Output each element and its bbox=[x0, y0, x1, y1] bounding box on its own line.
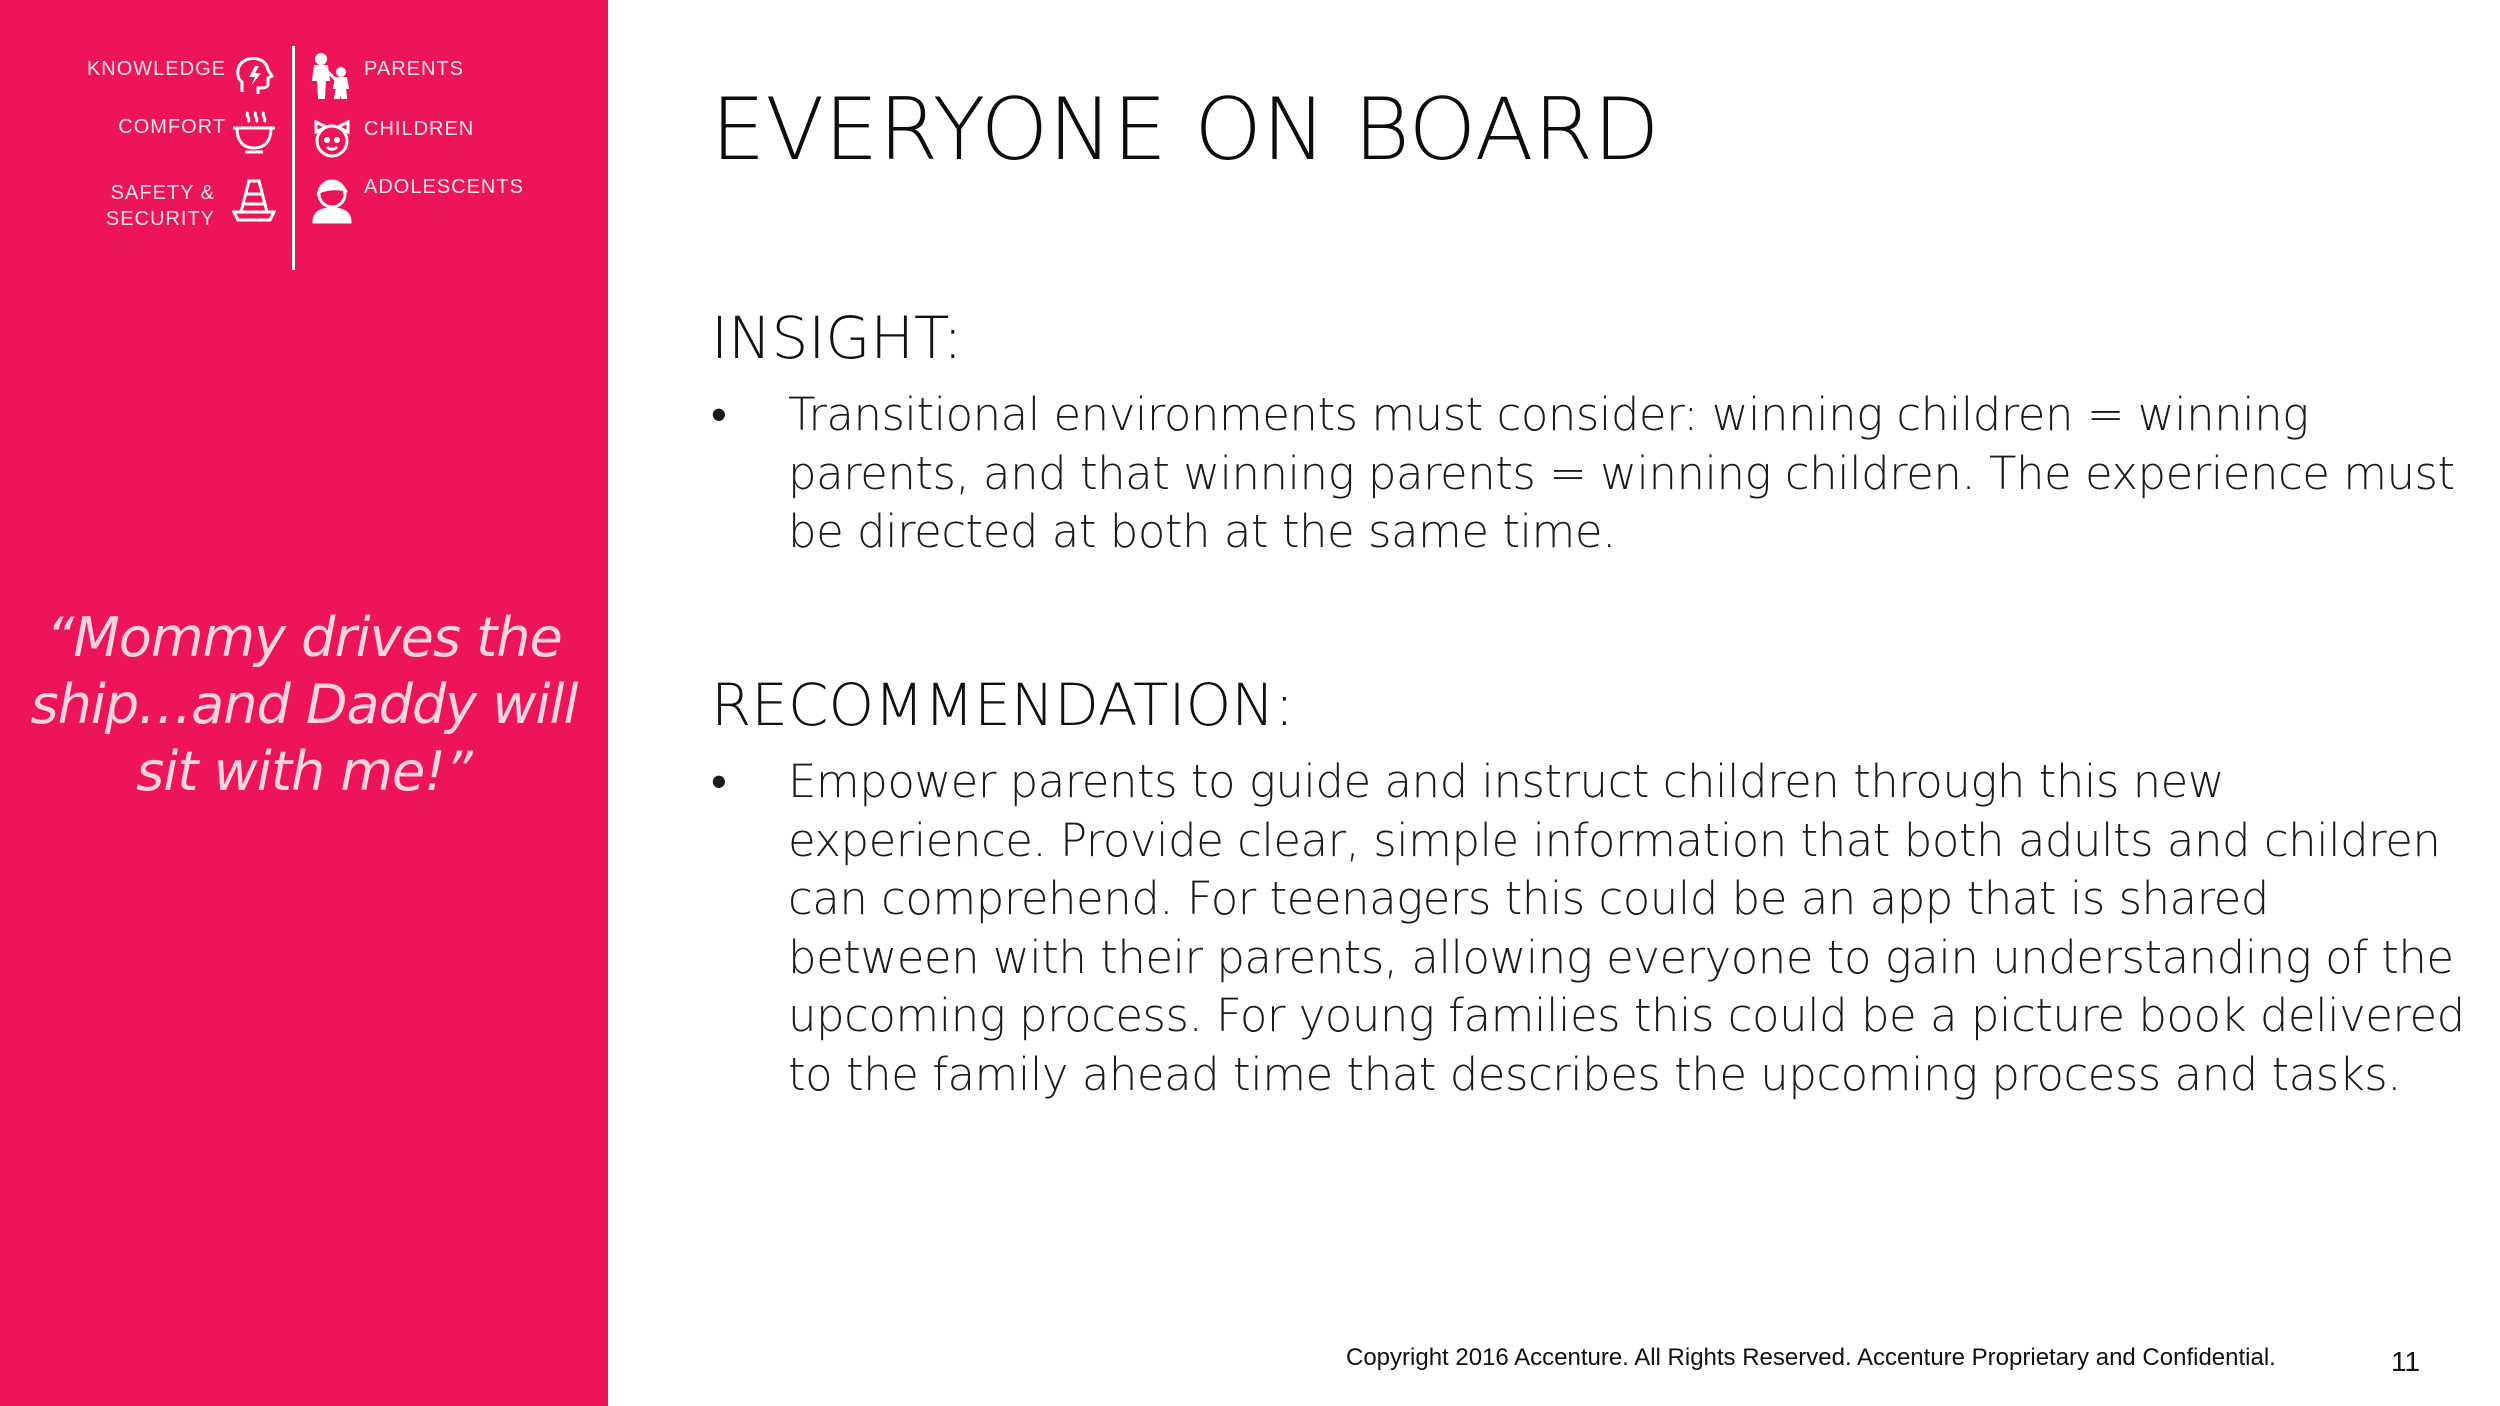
category-children-label: CHILDREN bbox=[364, 118, 475, 140]
bullet-symbol: • bbox=[711, 755, 727, 808]
adolescent-icon bbox=[308, 176, 356, 224]
page-title: EVERYONE ON BOARD bbox=[711, 80, 1660, 180]
child-quote: “Mommy drives the ship…and Daddy will sit with me!” bbox=[30, 606, 578, 803]
sidebar bbox=[0, 0, 608, 1406]
brain-lightning-icon bbox=[230, 52, 278, 100]
traffic-cone-icon bbox=[230, 176, 278, 224]
child-face-icon bbox=[308, 114, 356, 162]
recommendation-heading: RECOMMENDATION: bbox=[711, 671, 1295, 739]
steaming-bowl-icon bbox=[230, 108, 278, 156]
category-knowledge-label: KNOWLEDGE bbox=[86, 58, 226, 80]
recommendation-bullet bbox=[711, 753, 2465, 1173]
recommendation-text: Empower parents to guide and instruct children through this new experience. Provide clear, simple information that both adults and children can comprehend. For teenagers this could be an app that is shared between with their parents, allowing everyone to gain understanding of the upcoming process. For young families this could be a picture book delivered to the family ahead time that describes the upcoming process and tasks. bbox=[788, 755, 2465, 1101]
category-safety-security-label: SAFETY & SECURITY bbox=[105, 182, 215, 230]
copyright-footer: Copyright 2016 Accenture. All Rights Reserved. Accenture Proprietary and Confidential. bbox=[1346, 1344, 2276, 1371]
category-adolescents-label: ADOLESCENTS bbox=[364, 176, 524, 198]
insight-bullet bbox=[711, 386, 2455, 566]
page-number: 11 bbox=[2391, 1346, 2421, 1377]
insight-heading: INSIGHT: bbox=[711, 304, 963, 372]
category-parents-label: PARENTS bbox=[364, 58, 464, 80]
category-comfort-label: COMFORT bbox=[118, 116, 226, 138]
insight-text: Transitional environments must consider: winning children = winning parents, and that winning parents = winning children. The experience must be directed at both at the same time. bbox=[788, 388, 2455, 558]
parent-child-icon bbox=[308, 52, 356, 100]
category-divider bbox=[292, 46, 295, 270]
bullet-symbol: • bbox=[711, 388, 727, 441]
